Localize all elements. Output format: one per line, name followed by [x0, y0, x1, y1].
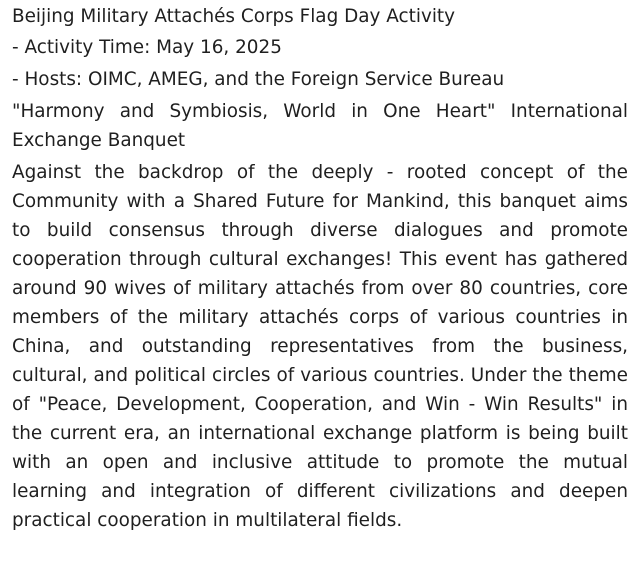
document-title: Beijing Military Attachés Corps Flag Day Activity [12, 6, 456, 27]
banquet-title: "Harmony and Symbiosis, World in One Heart" International Exchange Banquet [12, 101, 628, 151]
body-paragraph: Against the backdrop of the deeply - rooted concept of the Community with a Shared Future for Mankind, this banquet aims to build consensus through diverse dialogues and promote cooperation through cultural exchanges! This event has gathered around 90 wives of military attachés from over 80 countries, core members of the military attachés corps of various countries in China, and outstanding representatives from the business, cultural, and political circles of various countries. Under the theme of "Peace, Development, Cooperation, and Win - Win Results" in the current era, an international exchange platform is being built with an open and inclusive attitude to promote the mutual learning and integration of different civilizations and deepen practical cooperation in multilateral fields. [12, 162, 628, 531]
document-body [12, 2, 628, 535]
activity-time-line: - Activity Time: May 16, 2025 [12, 37, 282, 58]
hosts-line: - Hosts: OIMC, AMEG, and the Foreign Service Bureau [12, 69, 505, 90]
